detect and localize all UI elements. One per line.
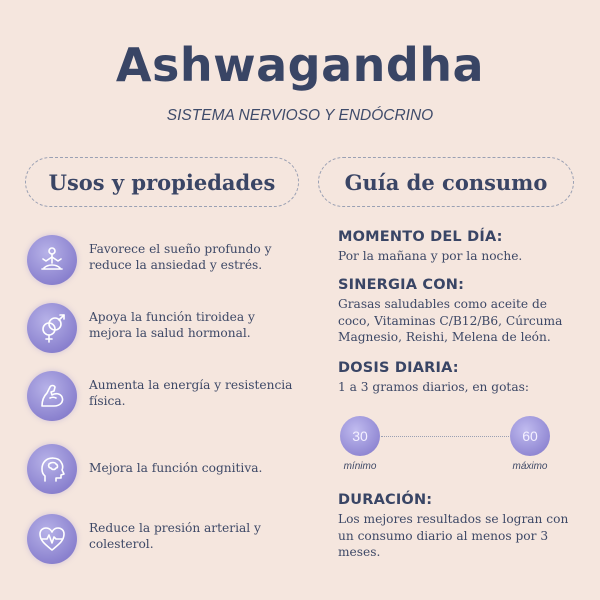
- synergy-heading: SINERGIA CON:: [338, 277, 465, 293]
- page-title: Ashwagandha: [115, 38, 485, 92]
- dose-text: 1 a 3 gramos diarios, en gotas:: [338, 380, 529, 394]
- use-item-sleep: [27, 235, 297, 285]
- duration-text: Los mejores resultados se logran con un consumo diario al menos por 3 meses.: [338, 512, 569, 559]
- use-item-energy: [27, 371, 297, 421]
- flexed-arm-icon: [27, 371, 77, 421]
- moment-heading: MOMENTO DEL DÍA:: [338, 229, 503, 245]
- brain-head-icon: [27, 444, 77, 494]
- use-item-text: Mejora la función cognitiva.: [89, 461, 263, 475]
- moment-text: Por la mañana y por la noche.: [338, 249, 523, 263]
- synergy-text: Grasas saludables como aceite de coco, Vitaminas C/B12/B6, Cúrcuma Magnesio, Reishi, Melena de león.: [338, 297, 563, 344]
- guide-section-header: [318, 157, 574, 207]
- use-item-blood-pressure: [27, 514, 297, 564]
- dose-max-marker: 60: [510, 416, 550, 456]
- duration-heading: DURACIÓN:: [338, 492, 433, 508]
- dose-min-label: mínimo: [343, 461, 377, 472]
- use-item-text: Favorece el sueño profundo y reduce la ansiedad y estrés.: [89, 242, 272, 272]
- dose-heading: DOSIS DIARIA:: [338, 360, 459, 376]
- gender-symbols-icon: [27, 303, 77, 353]
- page-subtitle: SISTEMA NERVIOSO Y ENDÓCRINO: [166, 107, 434, 124]
- use-item-text: Apoya la función tiroidea y mejora la salud hormonal.: [89, 310, 255, 340]
- use-item-cognitive: [27, 444, 297, 494]
- uses-section-header-label: Usos y propiedades: [48, 169, 276, 195]
- dose-min-marker: 30: [340, 416, 380, 456]
- guide-section-header-label: Guía de consumo: [344, 169, 548, 195]
- dose-range-line: [381, 436, 509, 437]
- use-item-hormonal: [27, 303, 297, 353]
- meditation-icon: [27, 235, 77, 285]
- dose-max-label: máximo: [512, 461, 548, 472]
- use-item-text: Aumenta la energía y resistencia física.: [89, 378, 293, 408]
- heart-pulse-icon: [27, 514, 77, 564]
- use-item-text: Reduce la presión arterial y colesterol.: [89, 521, 261, 551]
- uses-section-header: [25, 157, 299, 207]
